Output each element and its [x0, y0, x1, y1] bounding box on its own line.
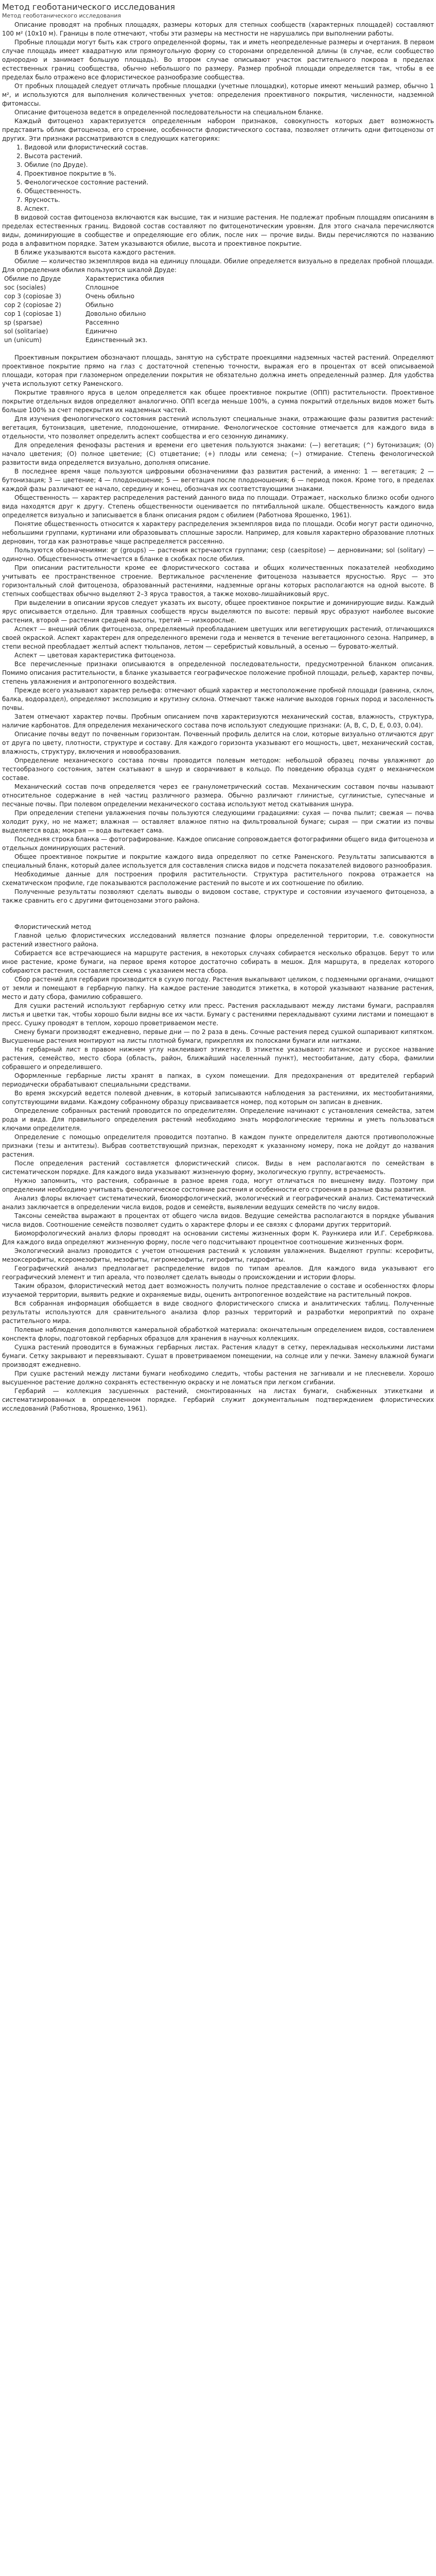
body-paragraph: Аспект — внешний облик фитоценоза, определяемый преобладанием цветущих или вегетирующих растений, отличающихся своей окраской. Аспект характерен для определенного времени года и меняется в течение вегетационного сезона. Например, в степи весной преобладает желтый аспект тюльпанов, летом — серебристый ковыльный, а осенью — буровато-желтый. — [2, 625, 434, 650]
list-item: 8. Аспект. — [16, 205, 49, 212]
table-row — [4, 327, 172, 336]
body-paragraph: При определении степени увлажнения почвы пользуются следующими градациями: сухая — почва пылит; свежая — почва холодит руку, но не мажет; влажная — оставляет влажное пятно на фильтровальной бумаге; сырая — при сжатии из почвы выделяется вода; мокрая — вода вытекает сама. — [2, 809, 434, 834]
section-paragraph: Вся собранная информация обобщается в виде сводного флористического списка и аналитических таблиц. Полученные результаты используются для сравнительного анализа флор разных территорий и разработки мероприятий по охране растительного мира. — [2, 1300, 434, 1325]
section-paragraph: Определение с помощью определителя проводится поэтапно. В каждом пункте определителя даются противоположные признаки (тезы и антитезы). Выбрав соответствующий признак, переходят к указанному номеру, пока не дойдут до названия растения. — [2, 1133, 434, 1158]
drude-scale-table — [4, 275, 172, 345]
table-cell: soc (sociales) — [4, 284, 46, 291]
table-cell: Единственный экз. — [85, 336, 148, 344]
intro-paragraph: Описание проводят на пробных площадях, размеры которых для степных сообществ (характерных площадей) составляют 100 м² (10х10 м). Границы в поле отмечают, чтобы эти размеры на местности не нарушались при выполнении работы. — [2, 21, 434, 37]
section-paragraph: Географический анализ предполагает распределение видов по типам ареалов. Для каждого вида указывают его географический элемент и тип ареала, что позволяет сделать выводы о происхождении и истории флоры. — [2, 1265, 434, 1281]
table-cell: Обильно — [85, 301, 114, 309]
intro-paragraph: Каждый фитоценоз характеризуется определенным набором признаков, совокупность которых дает возможность представить облик фитоценоза, его строение, особенности флористического состава, позволяет отличить одни фитоценозы от других. Эти признаки рассматриваются в следующих категориях: — [2, 117, 434, 142]
table-cell: Единично — [85, 328, 117, 335]
section-paragraph: Во время экскурсий ведется полевой дневник, в который записываются наблюдения за растениями, их местообитаниями, сопутствующими видами. Каждому собранному образцу присваивается номер, под которым он записан в дневник. — [2, 1090, 434, 1106]
table-row — [4, 310, 172, 318]
table-cell: sol (solitariae) — [4, 328, 48, 335]
intro-section — [2, 21, 434, 143]
body-paragraph: В ближе указываются высота каждого растения. — [14, 249, 176, 256]
section-paragraph: Экологический анализ проводится с учетом отношения растений к условиям увлажнения. Выделяют группы: ксерофиты, мезоксерофиты, ксеромезофиты, мезофиты, гигромезофиты, гигрофиты, гидрофиты. — [2, 1247, 434, 1263]
body-paragraph: Описание почвы ведут по почвенным горизонтам. Почвенный профиль делится на слои, которые визуально отличаются друг от друга по цвету, плотности, структуре и составу. Для каждого горизонта указывают его мощность, цвет, механический состав, влажность, структуру, включения и новообразования. — [2, 731, 434, 755]
intro-paragraph: Пробные площади могут быть как строго определенной формы, так и иметь неопределенные размеры и очертания. В первом случае площадь имеет квадратную или прямоугольную форму со сторонами определенной длины (в случае, если сообщество однородно и занимает большую площадь). Во втором случае описывают участок растительного покрова в пределах естественных границ сообщества, обычно небольшого по размеру. Размер пробной площади определяется так, чтобы в ее пределах было отражено все флористическое разнообразие сообщества. — [2, 39, 434, 81]
intro-paragraph: Описание фитоценоза ведется в определенной последовательности на специальном бланке. — [14, 109, 323, 116]
section-paragraph: Нужно запомнить, что растения, собранные в разное время года, могут отличаться по внешнему виду. Поэтому при определении необходимо учитывать фенологическое состояние растения и особенности его строения в разные фазы развития. — [2, 1177, 434, 1193]
intro-paragraph: От пробных площадей следует отличать пробные площадки (учетные площадки), которые имеют меньший размер, обычно 1 м², и используются для выполнения количественных учетов: определения проективного покрытия, численности, надземной фитомассы. — [2, 82, 434, 107]
table-row — [4, 283, 172, 292]
table-cell: sp (sparsae) — [4, 319, 43, 326]
section-heading: Флористический метод — [14, 923, 91, 930]
section-paragraph: Полевые наблюдения дополняются камеральной обработкой материала: окончательным определением видов, составлением конспекта флоры, подготовкой гербарных образцов для хранения в научных коллекциях. — [2, 1326, 434, 1342]
section-paragraph: Собирается все встречающиеся на маршруте растения, в некоторых случаях собирается несколько образцов. Берут то или иное растение, кроме бумаги, на первое время которое достаточно собирать в мешок. Для маршрута, в пределах которого собираются растения, составляется схема с указанием места сбора. — [2, 950, 434, 974]
body-section-2 — [2, 353, 434, 905]
body-section-1 — [2, 213, 434, 275]
body-paragraph: Затем отмечают характер почвы. Пробным описанием почв характеризуются механический состав, влажность, структура, наличие карбонатов. Для определения механического состава почв используют следующие признаки: (A, B, C, D, E, 0.03, 0.04). — [2, 713, 434, 729]
body-paragraph: Прежде всего указывают характер рельефа: отмечают общий характер и местоположение пробной площади (равнина, склон, балка, водораздел), определяют экспозицию и крутизну склона. Отмечают также наличие выходов горных пород и засоленность почвы. — [2, 687, 434, 711]
table-row — [4, 336, 172, 345]
table-row — [4, 292, 172, 301]
list-item: 2. Высота растений. — [16, 152, 83, 160]
body-paragraph: Покрытие травяного яруса в целом определяется как общее проективное покрытие (ОПП) растительности. Проективное покрытие отдельных видов определяют аналогично. ОПП всегда меньше 100%, а сумма покрытий отдельных видов может быть больше 100% за счет перекрытия их надземных частей. — [2, 389, 434, 414]
table-cell: Довольно обильно — [85, 310, 146, 317]
page-subtitle: Метод геоботанического исследования — [2, 12, 121, 19]
body-paragraph: Все перечисленные признаки описываются в определенной последовательности, предусмотренной бланком описания. Помимо описания растительности, в бланке указывается географическое положение пробной площади, рельеф, характер почвы, степень увлажнения и антропогенного воздействия. — [2, 660, 434, 685]
body-paragraph: Последняя строка бланка — фотографирование. Каждое описание сопровождается фотографиями общего вида фитоценоза и отдельных доминирующих растений. — [2, 836, 434, 852]
body-paragraph: Необходимые данные для построения профиля растительности. Структура растительного покрова отражается на схематическом профиле, где показываются расположение растений по высоте и их соотношение по обилию. — [2, 871, 434, 887]
body-paragraph: В видовой состав фитоценоза включаются как высшие, так и низшие растения. Не подлежат пробным площадям описаниям в пределах естественных границ. Видовой состав составляют по фитоценотическим уровням. Для этого сначала перечисляются виды, доминирующие в сообществе и определяющие его облик, после них — прочие виды. Виды перечисляются по названию рода в алфавитном порядке. Затем указываются обилие, высота и проективное покрытие. — [2, 214, 434, 247]
table-row — [4, 301, 172, 310]
body-paragraph: Полученные результаты позволяют сделать выводы о видовом составе, структуре и состоянии изучаемого фитоценоза, а также сравнить его с другими фитоценозами этого района. — [2, 888, 434, 904]
body-paragraph: Понятие общественность относится к характеру распределения экземпляров вида по площади. Особи могут расти одиночно, небольшими группами, куртинами или образовывать сплошные заросли. Например, для ковыля характерно образование плотных дерновин, тогда как разнотравье чаще распределяется рассеянно. — [2, 520, 434, 545]
section-paragraph: Оформленные гербарные листы хранят в папках, в сухом помещении. Для предохранения от вредителей гербарий периодически обрабатывают специальными средствами. — [2, 1072, 434, 1088]
section-paragraph: Биоморфологический анализ флоры проводят на основании системы жизненных форм К. Раункиера или И.Г. Серебрякова. Для каждого вида определяют жизненную форму, после чего подсчитывают процентное соотношение жизненных форм. — [2, 1230, 434, 1246]
list-item: 4. Проективное покрытие в %. — [16, 170, 116, 177]
body-paragraph: Для изучения фенологического состояния растений используют специальные знаки, отражающие фазы развития растений: вегетация, бутонизация, цветение, плодоношение, отмирание. Фенологическое состояние отмечается для каждого вида в отдельности, что позволяет определить аспект сообщества и его сезонную динамику. — [2, 415, 434, 440]
section-gap — [2, 345, 434, 353]
body-paragraph: Определение механического состава почвы проводится полевым методом: небольшой образец почвы увлажняют до тестообразного состояния, затем скатывают в шнур и сворачивают в кольцо. По поведению образца судят о механическом составе. — [2, 757, 434, 782]
section-gap — [2, 905, 434, 914]
body-paragraph: Механический состав почв определяется через ее гранулометрический состав. Механическим составом почвы называют относительное содержание в ней частиц различного размера. Обычно различают глинистые, суглинистые, супесчаные и песчаные почвы. При полевом определении механического состава используют метод скатывания шнура. — [2, 783, 434, 808]
body-paragraph: Для определения фенофазы растения и времени его цветения пользуются знаками: (—) вегетация; (^) бутонизация; (О) начало цветения; (О) полное цветение; (С) отцветание; (+) плоды или семена; (~) отмирание. Степень фенологической развитости вида определяется визуально, дополняя описание. — [2, 442, 434, 466]
table-header-cell: Обилие по Друде — [4, 275, 61, 282]
list-item: 1. Видовой или флористический состав. — [16, 144, 148, 151]
body-paragraph: При выделении в описании ярусов следует указать их высоту, общее проективное покрытие и доминирующие виды. Каждый ярус описывается отдельно. Для травяных сообществ ярусы выделяются по высоте: первый ярус образуют наиболее высокие растения, второй — растения средней высоты, третий — низкорослые. — [2, 599, 434, 624]
body-paragraph: Обилие — количество экземпляров вида на единицу площади. Обилие определяется визуально в пределах пробной площади. Для определения обилия пользуются шкалой Друде: — [2, 258, 434, 274]
list-item: 5. Фенологическое состояние растений. — [16, 179, 149, 186]
body-paragraph: В последнее время чаще пользуются цифровыми обозначениями фаз развития растений, а именно: 1 — вегетация; 2 — бутонизация; 3 — цветение; 4 — плодоношение; 5 — вегетация после плодоношения; 6 — период покоя. Кроме того, в пределах каждой фазы различают ее начало, середину и конец, обозначая их соответствующими знаками. — [2, 468, 434, 493]
section-paragraph: После определения растений составляется флористический список. Виды в нем располагаются по семействам в систематическом порядке. Для каждого вида указывают жизненную форму, экологическую группу, встречаемость. — [2, 1160, 434, 1176]
section-paragraph: Таким образом, флористический метод дает возможность получить полное представление о составе и особенностях флоры изучаемой территории, выявить редкие и охраняемые виды, оценить антропогенное воздействие на растительный покров. — [2, 1282, 434, 1298]
features-list — [2, 143, 434, 213]
section-paragraph: Смену бумаги производят ежедневно, первые дни — по 2 раза в день. Сочные растения перед сушкой ошпаривают кипятком. Высушенные растения монтируют на листы плотной бумаги, прикрепляя их полосками бумаги или нитками. — [2, 1028, 434, 1044]
table-cell: cop 2 (copiosae 2) — [4, 301, 61, 309]
section-paragraph: На гербарный лист в правом нижнем углу наклеивают этикетку. В этикетке указывают: латинское и русское название растения, семейство, место сбора (область, район, ближайший населенный пункт), местообитание, дату сбора, фамилии собравшего и определившего. — [2, 1046, 434, 1071]
body-paragraph: Общественность — характер распределения растений данного вида по площади. Отражает, насколько близко особи одного вида находятся друг к другу. Степень общественности оценивается по пятибалльной шкале. Общественность каждого вида определяется визуально и записывается в бланк описания рядом с обилием (Работнова Ярошенко, 1961). — [2, 494, 434, 519]
body-paragraph: Общее проективное покрытие и покрытие каждого вида определяют по сетке Раменского. Результаты записываются в специальный бланк, который далее используется для составления списка видов и подсчета показателей видового разнообразия. — [2, 853, 434, 869]
table-cell: cop 3 (copiosae 3) — [4, 293, 61, 300]
body-paragraph: При описании растительности кроме ее флористического состава и общих количественных показателей необходимо учитывать ее пространственное строение. Вертикальное расчленение фитоценоза называется ярусностью. Ярус — это горизонтальный слой фитоценоза, образованный растениями, надземные органы которых располагаются на одной высоте. В степных сообществах обычно выделяют 2–3 яруса травостоя, а также мохово-лишайниковый ярус. — [2, 564, 434, 598]
section-gap — [2, 914, 434, 923]
section-paragraph: Таксоны семейства выражают в процентах от общего числа видов. Ведущие семейства располагаются в порядке убывания числа видов. Соотношение семейств позволяет судить о характере флоры и ее связях с флорами других территорий. — [2, 1212, 434, 1228]
floristic-section — [2, 923, 434, 1413]
body-paragraph: Пользуются обозначениями: gr (groups) — растения встречаются группами; cesp (caespitose) — дерновинами; sol (solitary) — одиночно. Общественность отмечается в бланке в скобках после обилия. — [2, 547, 434, 563]
section-paragraph: Сушка растений проводится в бумажных гербарных листах. Растения кладут в сетку, перекладывая несколькими листами бумаги. Сетку закрывают и перевязывают. Сушат в проветриваемом помещении, на солнце или у печки. Замену влажной бумаги производят ежедневно. — [2, 1344, 434, 1368]
section-paragraph: Определение собранных растений проводится по определителям. Определение начинают с установления семейства, затем рода и вида. Для правильного определения растений необходимо знать морфологические термины и уметь пользоваться ключами определителя. — [2, 1107, 434, 1132]
page-title: Метод геоботанического исследования — [2, 2, 176, 12]
list-item: 6. Общественность. — [16, 188, 82, 195]
section-paragraph: Для сушки растений используют гербарную сетку или пресс. Растения раскладывают между листами бумаги, расправляя листья и цветки так, чтобы хорошо были видны все их части. Бумагу с растениями перекладывают сухими листами и помещают в пресс. Сушку проводят в теплом, хорошо проветриваемом месте. — [2, 1002, 434, 1027]
list-item: 7. Ярусность. — [16, 196, 60, 204]
section-paragraph: Гербарий — коллекция засушенных растений, смонтированных на листах бумаги, снабженных этикетками и систематизированных в определенном порядке. Гербарий служит документальным подтверждением флористических исследований (Работнова, Ярошенко, 1961). — [2, 1387, 434, 1412]
table-header-cell: Характеристика обилия — [85, 275, 164, 282]
table-cell: Сплошное — [85, 284, 119, 291]
section-paragraph: Сбор растений для гербария производится в сухую погоду. Растения выкапывают целиком, с подземными органами, очищают от земли и помещают в гербарную папку. На каждое растение заводится этикетка, в которой указывают название растения, место и дату сбора, фамилию собравшего. — [2, 976, 434, 1001]
section-paragraph: Главной целью флористических исследований является познание флоры определенной территории, т.е. совокупности растений известного района. — [2, 932, 434, 948]
table-cell: Рассеянно — [85, 319, 119, 326]
table-cell: cop 1 (copiosae 1) — [4, 310, 61, 317]
section-paragraph: При сушке растений между листами бумаги необходимо следить, чтобы растения не загнивали и не плесневели. Хорошо высушенное растение должно сохранять естественную окраску и не ломаться при легком сгибании. — [2, 1370, 434, 1386]
table-cell: un (unicum) — [4, 336, 42, 344]
table-cell: Очень обильно — [85, 293, 135, 300]
section-paragraph: Анализ флоры включает систематический, биоморфологический, экологический и географический анализ. Систематический анализ заключается в определении числа видов, родов и семейств, выявлении ведущих семейств по числу видов. — [2, 1195, 434, 1211]
table-header-row — [4, 275, 172, 283]
body-paragraph: Аспект — цветовая характеристика фитоценоза. — [14, 652, 176, 659]
list-item: 3. Обилие (по Друде). — [16, 161, 88, 168]
table-row — [4, 318, 172, 327]
body-paragraph: Проективным покрытием обозначают площадь, занятую на субстрате проекциями надземных частей растений. Определяют проективное покрытие прямо на глаз с достаточной степенью точности, выражая его в процентах от всей описываемой площади, которая при глазомерном определении покрытия не обязательно должна иметь определенный размер. Для удобства учета используют сетку Раменского. — [2, 354, 434, 387]
